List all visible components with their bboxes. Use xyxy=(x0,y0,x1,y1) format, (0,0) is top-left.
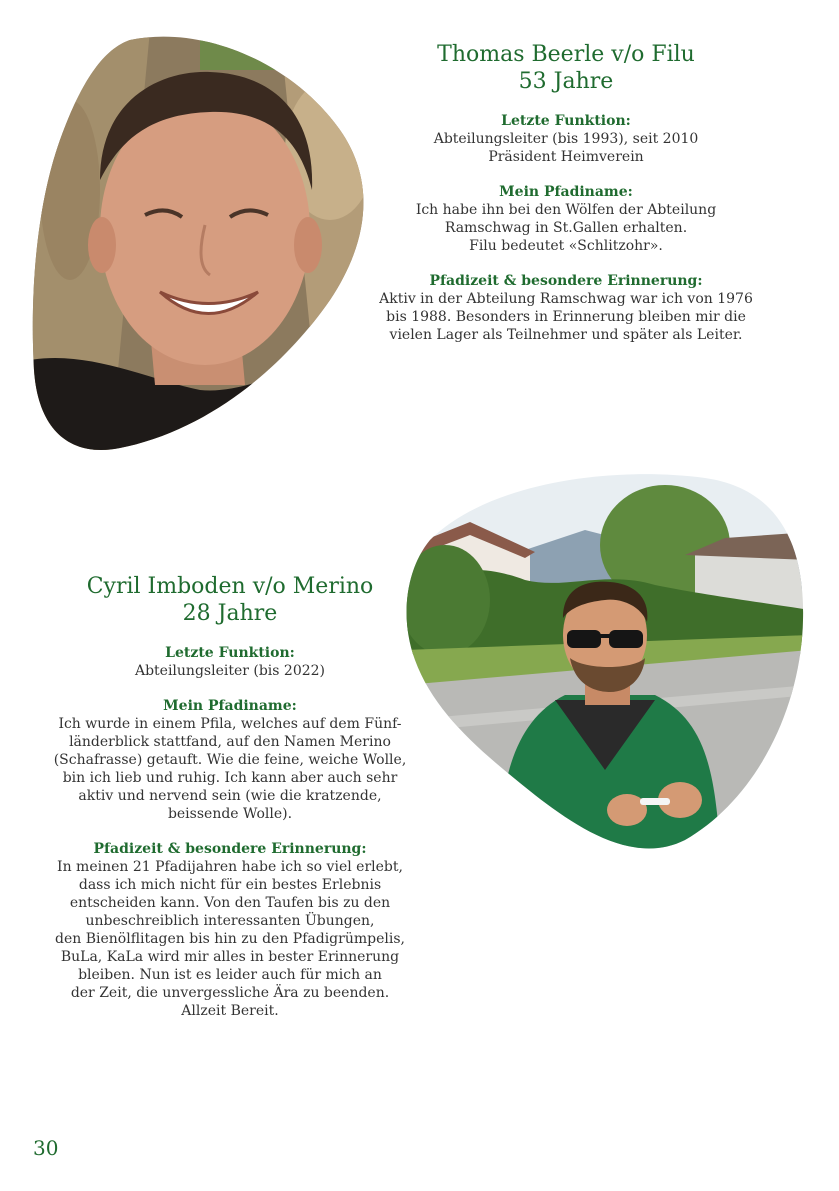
section-line: Allzeit Bereit. xyxy=(181,1003,279,1019)
section-title: Pfadizeit & besondere Erinnerung: xyxy=(429,273,703,289)
section-line: vielen Lager als Teilnehmer und später als Leiter. xyxy=(389,327,743,343)
section-line: bleiben. Nun ist es leider auch für mich an xyxy=(78,967,382,983)
profile-name: Cyril Imboden v/o Merino xyxy=(86,574,374,599)
section-line: bin ich lieb und ruhig. Ich kann aber auch sehr xyxy=(62,770,398,786)
section-title: Letzte Funktion: xyxy=(501,113,631,129)
section-line: Filu bedeutet «Schlitzohr». xyxy=(469,238,663,254)
section-line: dass ich mich nicht für ein bestes Erlebnis xyxy=(78,877,382,893)
section-title: Pfadizeit & besondere Erinnerung: xyxy=(93,841,367,857)
section-erinnerung xyxy=(20,840,440,1020)
section-line: länderblick stattfand, auf den Namen Merino xyxy=(69,734,391,750)
section-title: Mein Pfadiname: xyxy=(499,184,633,200)
section-line: Abteilungsleiter (bis 1993), seit 2010 xyxy=(433,131,699,147)
section-line: BuLa, KaLa wird mir alles in bester Erinnerung xyxy=(60,949,400,965)
section-line: Ich wurde in einem Pfila, welches auf dem Fünf- xyxy=(58,716,402,732)
section-line: unbeschreiblich interessanten Übungen, xyxy=(85,913,375,929)
section-line: bis 1988. Besonders in Erinnerung bleiben mir die xyxy=(386,309,746,325)
profile-age: 53 Jahre xyxy=(518,69,614,94)
profile-name: Thomas Beerle v/o Filu xyxy=(437,42,695,67)
profile-thomas xyxy=(360,41,772,344)
section-line: Aktiv in der Abteilung Ramschwag war ich von 1976 xyxy=(379,291,753,307)
section-line: aktiv und nervend sein (wie die kratzende, xyxy=(78,788,382,804)
portrait-photo-thomas xyxy=(30,30,375,455)
section-line: Ich habe ihn bei den Wölfen der Abteilung xyxy=(415,202,717,218)
profile-cyril xyxy=(20,573,440,1020)
profile-age: 28 Jahre xyxy=(182,601,278,626)
section-line: Abteilungsleiter (bis 2022) xyxy=(134,663,326,679)
section-line: Präsident Heimverein xyxy=(488,149,644,165)
section-erinnerung xyxy=(360,272,772,344)
section-line: der Zeit, die unvergessliche Ära zu beenden. xyxy=(70,985,390,1001)
section-line: entscheiden kann. Von den Taufen bis zu den xyxy=(69,895,391,911)
section-title: Letzte Funktion: xyxy=(165,645,295,661)
section-pfadiname xyxy=(360,183,772,255)
section-title: Mein Pfadiname: xyxy=(163,698,297,714)
section-line: In meinen 21 Pfadijahren habe ich so viel erlebt, xyxy=(57,859,403,875)
section-letzte-funktion xyxy=(20,644,440,680)
section-line: beissende Wolle). xyxy=(167,806,293,822)
section-line: den Bienölflitagen bis hin zu den Pfadigrümpelis, xyxy=(55,931,405,947)
section-letzte-funktion xyxy=(360,112,772,166)
section-line: Ramschwag in St.Gallen erhalten. xyxy=(444,220,688,236)
section-pfadiname xyxy=(20,697,440,823)
section-line: (Schafrasse) getauft. Wie die feine, weiche Wolle, xyxy=(53,752,407,768)
portrait-photo-cyril xyxy=(405,470,810,850)
page-number: 30 xyxy=(33,1136,59,1160)
